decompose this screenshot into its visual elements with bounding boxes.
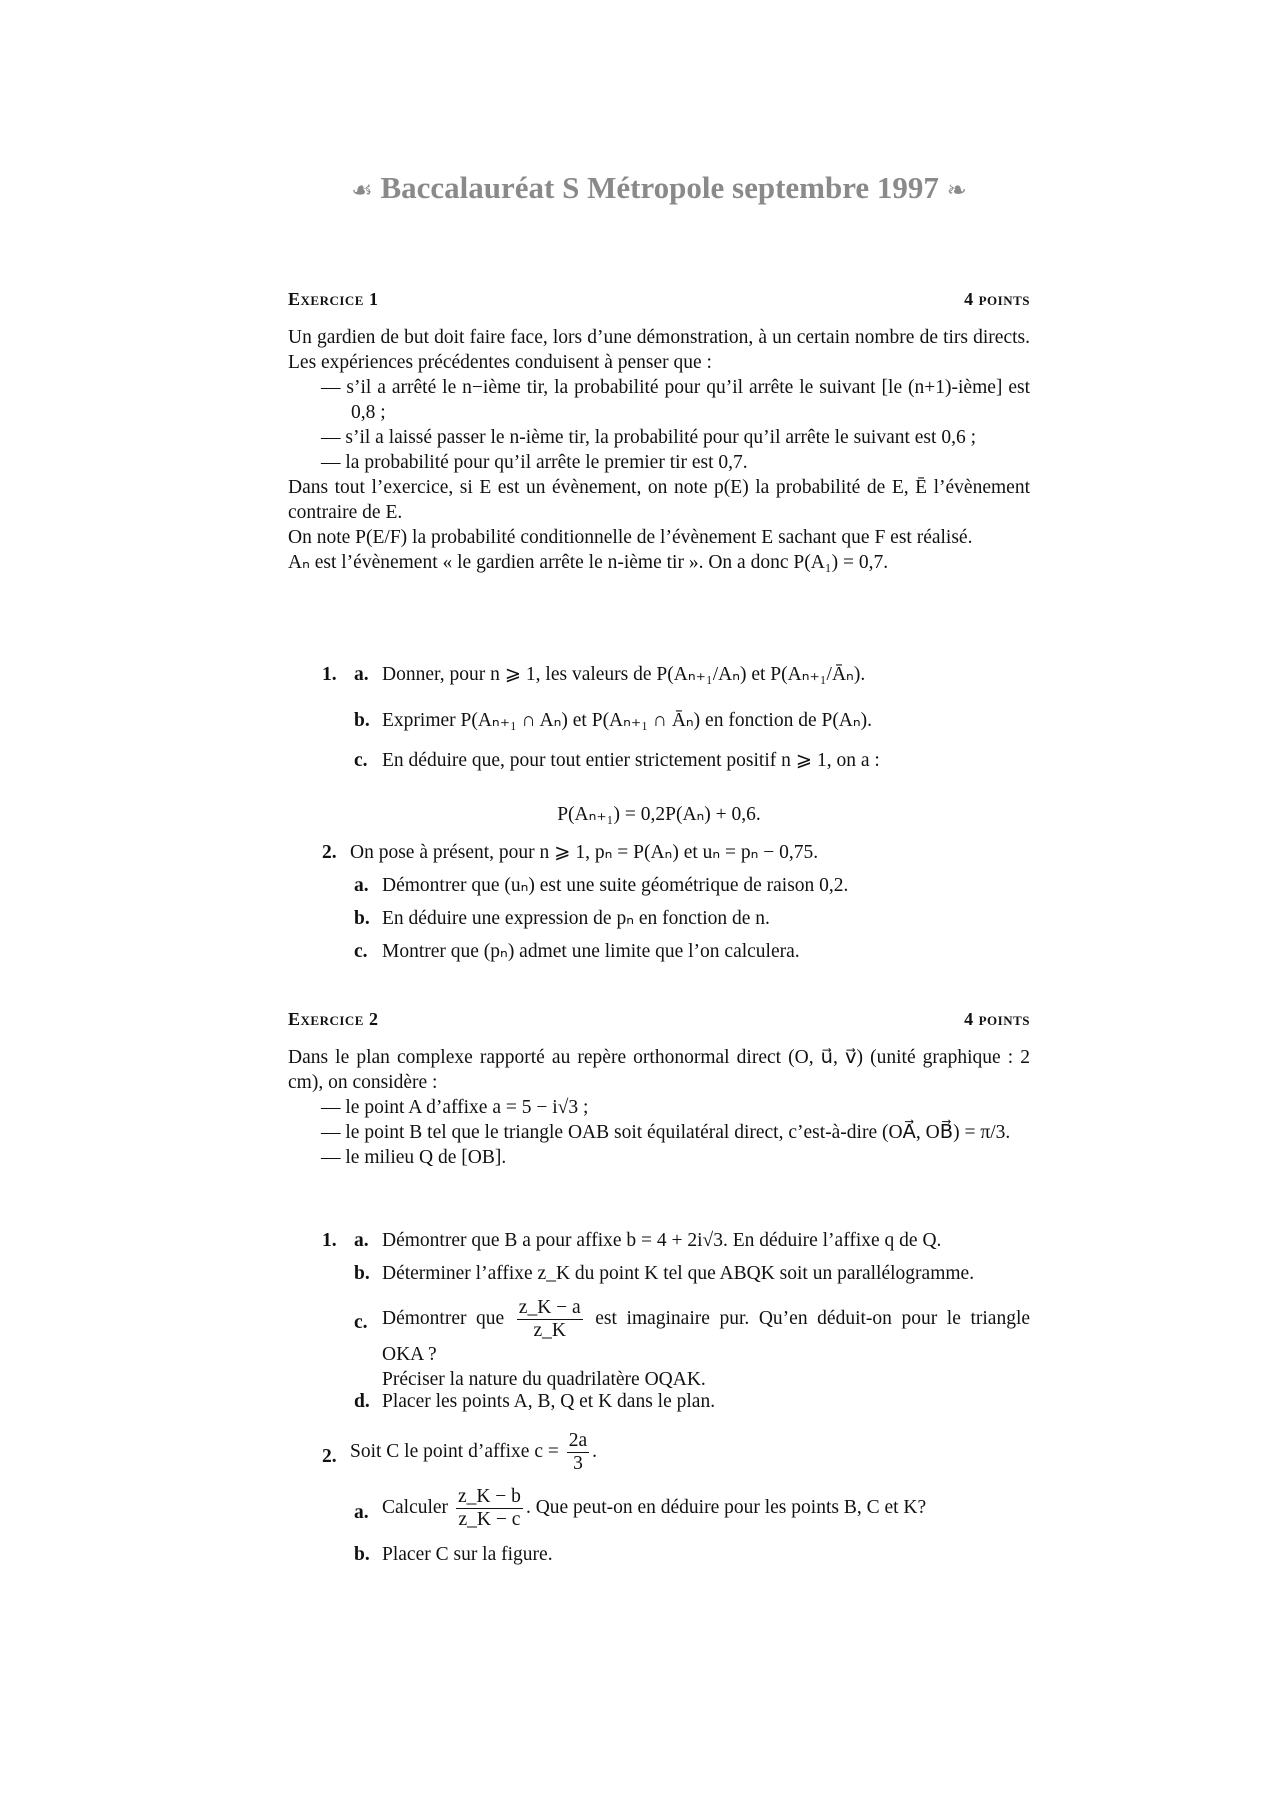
ex2-q2a-pre: Calculer [382,1496,449,1518]
ex2-q1a-text: Démontrer que B a pour affixe b = 4 + 2i√3. En déduire l’affixe q de Q. [382,1230,942,1251]
exercise-2-header [288,1009,1030,1030]
ex1-paragraph-3: Aₙ est l’évènement « le gardien arrête le n-ième tir ». On a donc P(A₁) = 0,7. [288,552,889,573]
ex1-q1c-text: En déduire que, pour tout entier strictement positif n ⩾ 1, on a : [382,750,880,771]
ex1-question-1 [288,662,1030,827]
ex1-q2b-label: b. [354,908,370,929]
ex2-bullet-3: — le milieu Q de [OB]. [321,1147,507,1168]
exercise-2-title: Exercice 2 [288,1009,379,1029]
ex1-bullet-1: — s’il a arrêté le n−ième tir, la probabilité pour qu’il arrête le suivant [le (n+1)-ième] est 0,8 ; [321,377,1030,423]
ex2-bullet-1: — le point A d’affixe a = 5 − i√3 ; [321,1097,589,1118]
ornament-right-icon: ❧ [946,178,967,204]
ex2-q1c-pre: Démontrer que [382,1307,505,1329]
ex1-q2-text: On pose à présent, pour n ⩾ 1, pₙ = P(Aₙ) et uₙ = pₙ − 0,75. [350,842,819,863]
ex2-q1c-fraction [517,1297,583,1342]
ex1-q1b-label: b. [354,710,370,731]
ex1-q2a-text: Démontrer que (uₙ) est une suite géométrique de raison 0,2. [382,875,849,896]
page-title [288,170,1030,206]
exercise-2-statement [288,1045,1030,1170]
ex1-bullet-3: — la probabilité pour qu’il arrête le premier tir est 0,7. [321,452,748,473]
ex1-paragraph-1: Dans tout l’exercice, si E est un évènement, on note p(E) la probabilité de E, Ē l’évènement contraire de E. [288,477,1030,523]
exercise-1-points: 4 points [964,289,1030,309]
exercise-1-header [288,289,1030,310]
ex1-bullet-2: — s’il a laissé passer le n-ième tir, la probabilité pour qu’il arrête le suivant est 0,6 ; [321,427,976,448]
ex2-q2a-post: . Que peut-on en déduire pour les points B, C et K? [525,1496,927,1518]
ex1-question-2 [288,840,1030,972]
ex2-q1c-text [288,1297,1030,1392]
ornament-left-icon: ☙ [351,178,373,204]
ex2-q1d-label: d. [354,1391,370,1412]
ex2-q2-numerator: 2a [568,1430,588,1451]
ex2-question-1 [288,1228,1030,1422]
ex1-q1a-label: a. [354,664,369,685]
ex2-q1c-label: c. [354,1312,368,1333]
ex2-q1-number: 1. [322,1230,337,1251]
ex2-q1b-text: Déterminer l’affixe z_K du point K tel que ABQK soit un parallélogramme. [382,1263,975,1284]
ex2-q2-pre: Soit C le point d’affixe c = [350,1440,559,1462]
ex2-q2-number: 2. [322,1446,337,1467]
ex2-q2-fraction [567,1430,589,1475]
ex2-q2b-label: b. [354,1544,370,1565]
ex1-paragraph-2: On note P(E/F) la probabilité conditionnelle de l’évènement E sachant que F est réalisé. [288,527,973,548]
ex1-q2c-label: c. [354,941,368,962]
ex1-intro: Un gardien de but doit faire face, lors d’une démonstration, à un certain nombre de tirs directs. Les expériences précédentes conduisent à penser que : [288,327,1030,373]
ex2-q2a-numerator: z_K − b [457,1486,521,1507]
ex2-q1c-post: est imaginaire pur. Qu’en déduit-on pour le triangle OKA ? [382,1307,1031,1365]
ex1-q2b-text: En déduire une expression de pₙ en fonction de n. [382,908,770,929]
ex2-q2b-text: Placer C sur la figure. [382,1544,553,1565]
ex2-q2a-denominator: z_K − c [458,1509,521,1530]
ex2-q2a-label: a. [354,1502,369,1523]
ex2-q2a-text [288,1486,1030,1531]
ex1-q1a-text: Donner, pour n ⩾ 1, les valeurs de P(Aₙ₊₁/Aₙ) et P(Aₙ₊₁/Āₙ). [382,664,866,685]
title-text: Baccalauréat S Métropole septembre 1997 [380,170,939,205]
exercise-1-title: Exercice 1 [288,289,379,309]
ex1-q2c-text: Montrer que (pₙ) admet une limite que l’on calculera. [382,941,800,962]
ex2-q2-denominator: 3 [573,1453,583,1474]
ex2-q2a-fraction [456,1486,523,1531]
ex1-formula: P(Aₙ₊₁) = 0,2P(Aₙ) + 0,6. [557,804,761,825]
exercise-1-statement [288,325,1030,575]
ex2-q1c-numerator: z_K − a [518,1297,581,1318]
ex2-q2-text: Soit C le point d’affixe c = $\frac{2a}{3}$ . [350,1430,598,1474]
ex2-q1b-label: b. [354,1263,370,1284]
ex2-intro: Dans le plan complexe rapporté au repère orthonormal direct (O, u⃗, v⃗) (unité graphique : 2 cm), on considère : [288,1047,1030,1093]
ex1-q1c-label: c. [354,750,368,771]
ex1-q2-number: 2. [322,842,337,863]
exercise-2-points: 4 points [964,1009,1030,1029]
ex2-q1c-denominator: z_K [533,1320,566,1341]
ex1-q2a-label: a. [354,875,369,896]
ex1-q1b-text: Exprimer P(Aₙ₊₁ ∩ Aₙ) et P(Aₙ₊₁ ∩ Āₙ) en fonction de P(Aₙ). [382,710,873,731]
ex2-question-2 [288,1430,1030,1575]
ex2-bullet-2: — le point B tel que le triangle OAB soit équilatéral direct, c’est-à-dire (OA⃗, OB⃗) = π/3. [321,1122,1011,1143]
ex2-q1d-text: Placer les points A, B, Q et K dans le plan. [382,1391,716,1412]
ex1-q1-number: 1. [322,664,337,685]
ex2-q1a-label: a. [354,1230,369,1251]
ex2-q1c-line2: Préciser la nature du quadrilatère OQAK. [382,1369,706,1390]
